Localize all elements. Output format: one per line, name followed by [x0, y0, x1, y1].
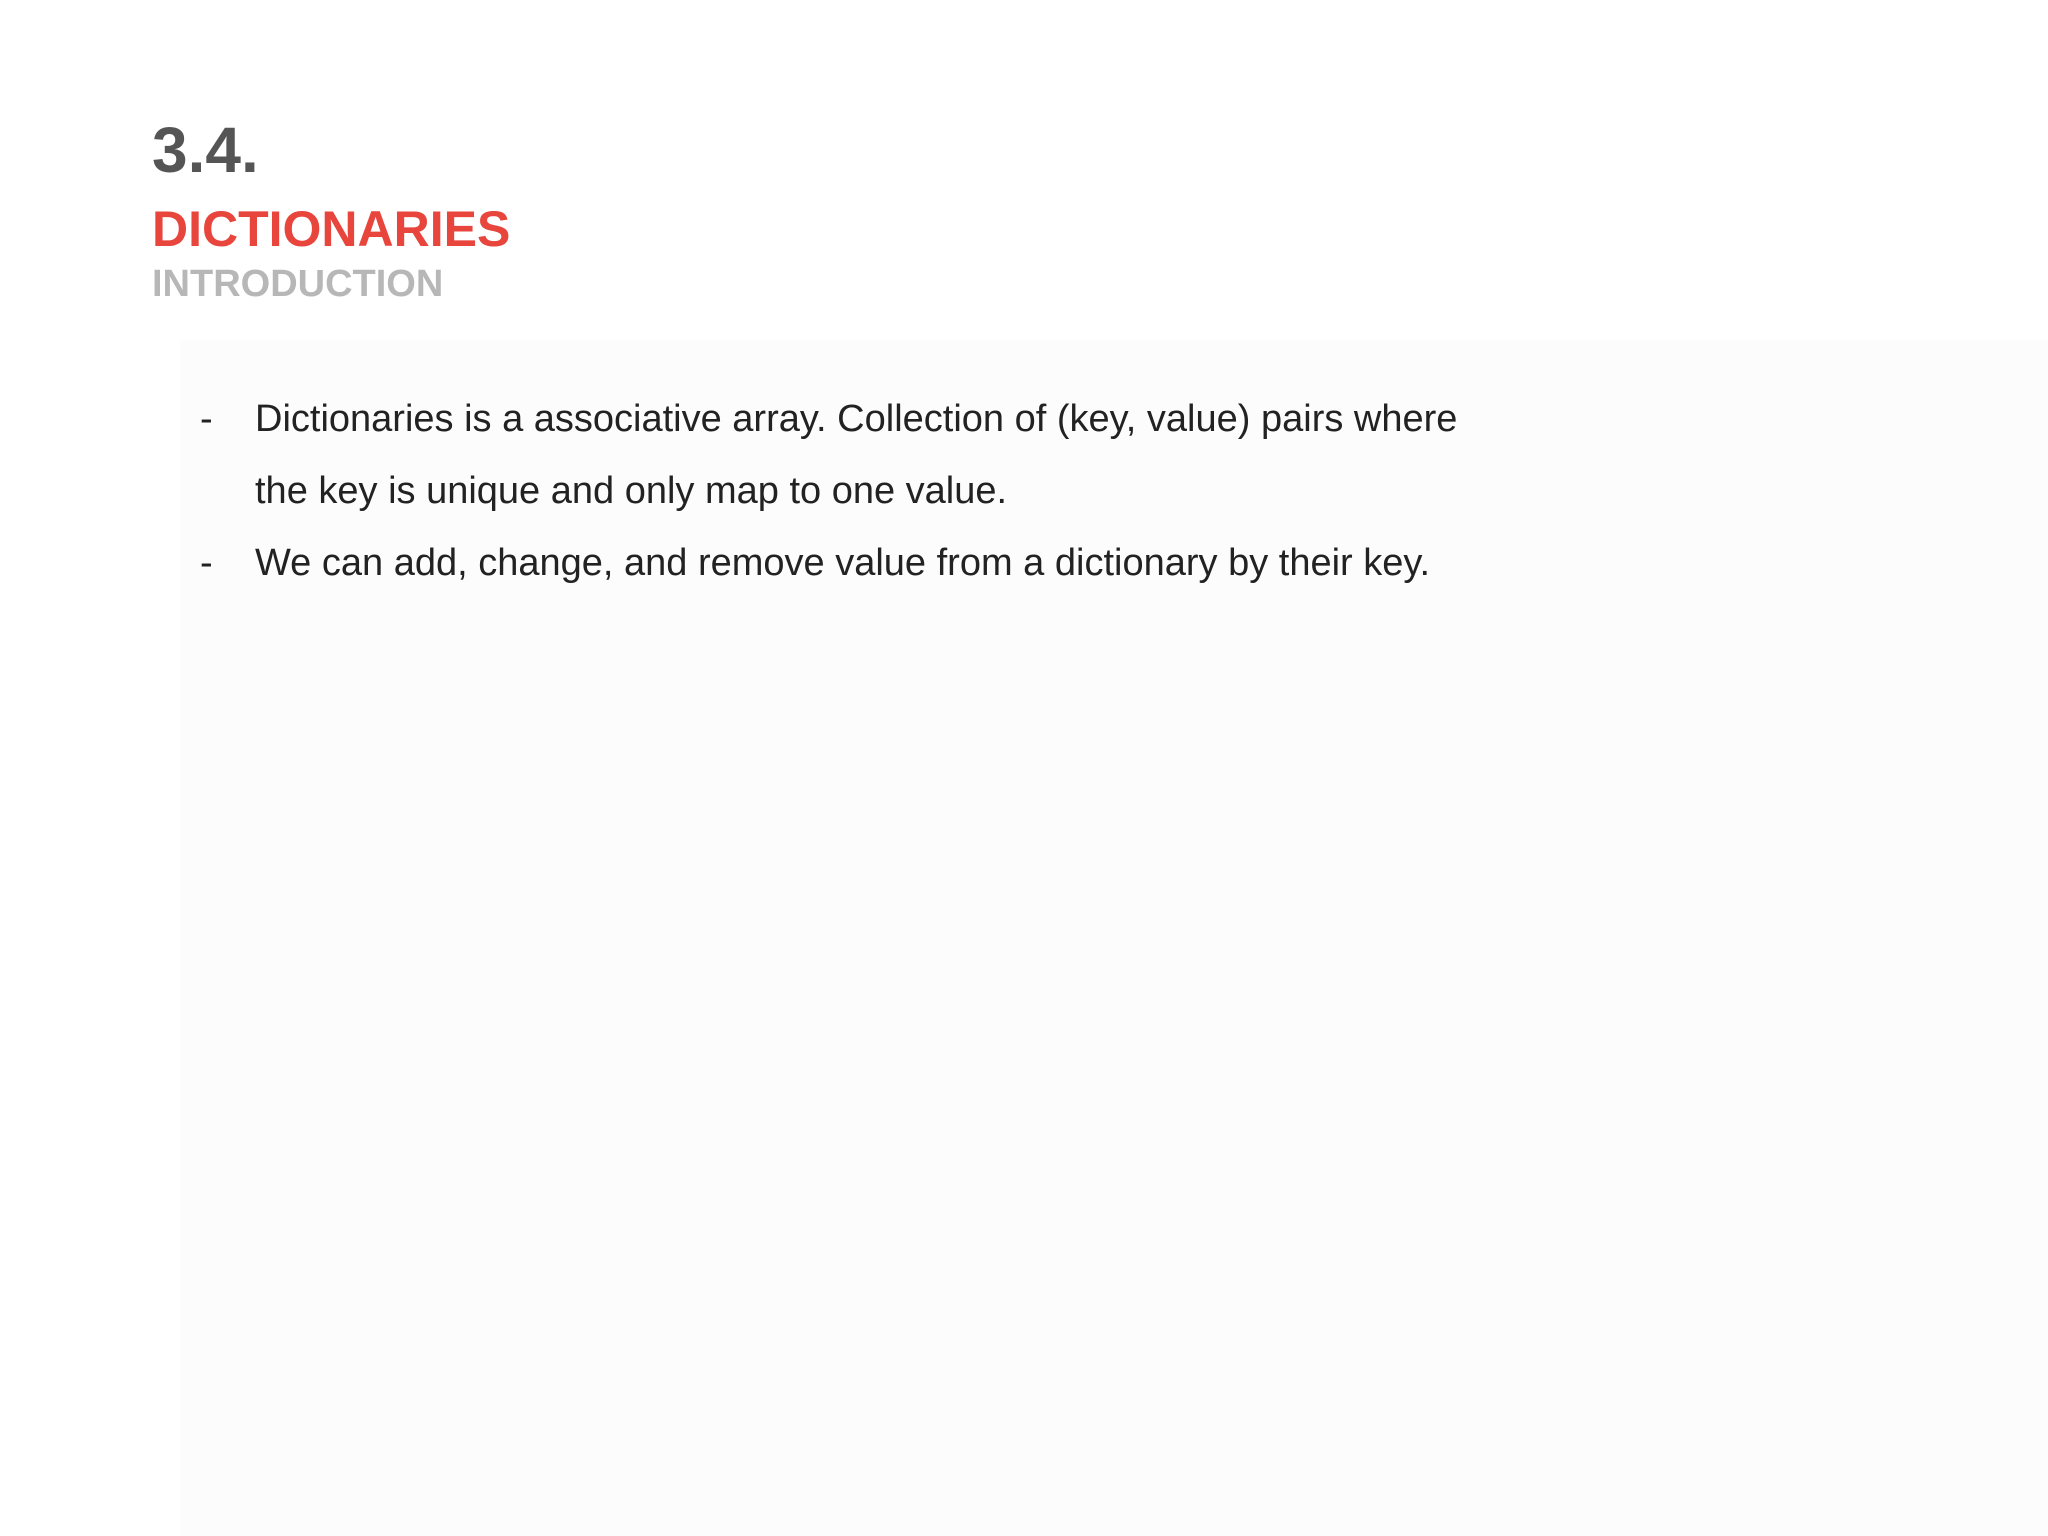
- bullet-list: [200, 383, 1600, 599]
- section-title: DICTIONARIES: [152, 201, 511, 257]
- bullet-item: [200, 527, 1600, 599]
- bullet-marker: -: [200, 542, 213, 584]
- bullet-item: [200, 383, 1600, 527]
- bullet-text-line: We can add, change, and remove value from a dictionary by their key.: [255, 542, 1431, 584]
- section-number: 3.4.: [152, 114, 259, 186]
- bullet-text-line: Dictionaries is a associative array. Collection of (key, value) pairs where: [255, 398, 1458, 440]
- section-subtitle: INTRODUCTION: [152, 263, 444, 305]
- bullet-marker: -: [200, 398, 213, 440]
- bullet-text-line: the key is unique and only map to one value.: [255, 470, 1008, 512]
